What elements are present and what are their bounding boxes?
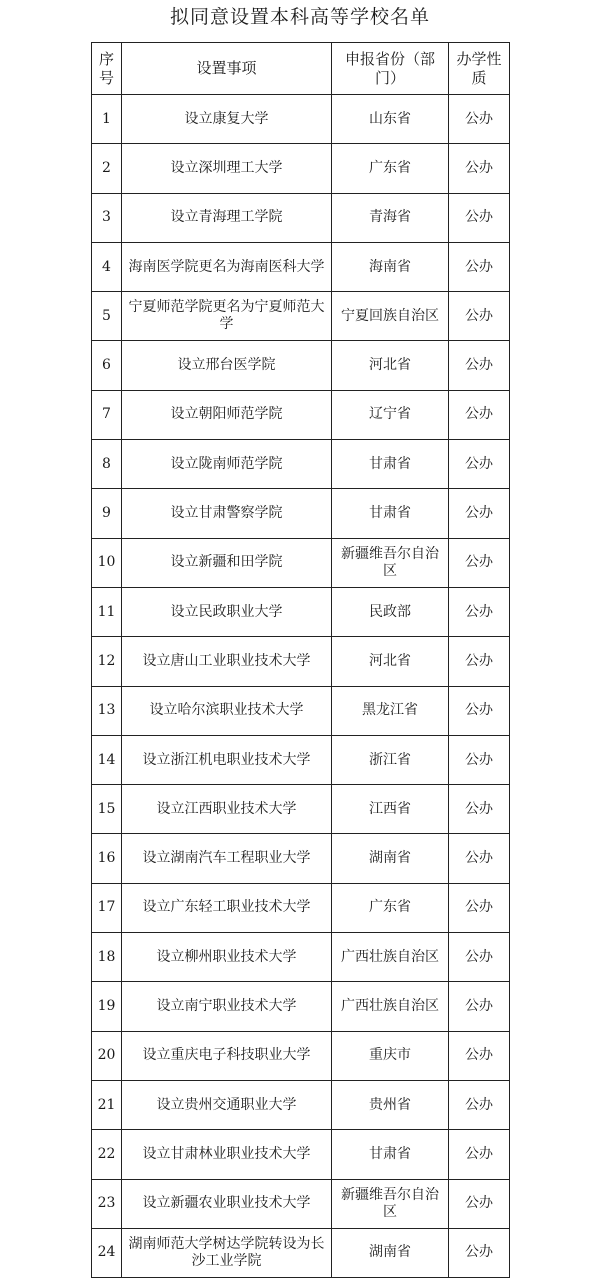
table-row: [92, 440, 510, 489]
row-number: 9: [92, 489, 122, 538]
table-row: [92, 834, 510, 883]
row-number: 4: [92, 242, 122, 291]
row-number: 12: [92, 637, 122, 686]
row-province: 浙江省: [332, 735, 449, 784]
row-type: 公办: [449, 587, 510, 636]
row-number: 15: [92, 785, 122, 834]
row-type: 公办: [449, 489, 510, 538]
row-item: 设立贵州交通职业大学: [122, 1080, 332, 1129]
header-province: 申报省份（部门）: [332, 43, 449, 95]
row-item: 设立江西职业技术大学: [122, 785, 332, 834]
row-item: 湖南师范大学树达学院转设为长沙工业学院: [122, 1228, 332, 1277]
row-number: 14: [92, 735, 122, 784]
row-item: 设立重庆电子科技职业大学: [122, 1031, 332, 1080]
row-number: 23: [92, 1179, 122, 1228]
table-row: [92, 144, 510, 193]
row-number: 16: [92, 834, 122, 883]
row-number: 13: [92, 686, 122, 735]
row-number: 19: [92, 982, 122, 1031]
row-number: 11: [92, 587, 122, 636]
row-type: 公办: [449, 834, 510, 883]
row-province: 甘肃省: [332, 489, 449, 538]
row-item: 宁夏师范学院更名为宁夏师范大学: [122, 292, 332, 341]
table-row: [92, 933, 510, 982]
row-number: 1: [92, 95, 122, 144]
row-item: 设立朝阳师范学院: [122, 390, 332, 439]
row-type: 公办: [449, 193, 510, 242]
row-province: 湖南省: [332, 834, 449, 883]
table-body: [92, 95, 510, 1278]
row-province: 辽宁省: [332, 390, 449, 439]
row-number: 3: [92, 193, 122, 242]
table-row: [92, 390, 510, 439]
row-type: 公办: [449, 1080, 510, 1129]
row-type: 公办: [449, 440, 510, 489]
row-item: 设立深圳理工大学: [122, 144, 332, 193]
row-type: 公办: [449, 144, 510, 193]
row-type: 公办: [449, 242, 510, 291]
row-number: 24: [92, 1228, 122, 1277]
row-item: 设立民政职业大学: [122, 587, 332, 636]
row-item: 设立甘肃林业职业技术大学: [122, 1130, 332, 1179]
row-item: 设立康复大学: [122, 95, 332, 144]
row-province: 河北省: [332, 341, 449, 390]
table-row: [92, 242, 510, 291]
row-number: 18: [92, 933, 122, 982]
table-row: [92, 1179, 510, 1228]
header-no: 序号: [92, 43, 122, 95]
table-row: [92, 735, 510, 784]
row-province: 广东省: [332, 883, 449, 932]
row-type: 公办: [449, 883, 510, 932]
row-item: 设立南宁职业技术大学: [122, 982, 332, 1031]
table-row: [92, 292, 510, 341]
row-item: 设立青海理工学院: [122, 193, 332, 242]
row-province: 宁夏回族自治区: [332, 292, 449, 341]
row-type: 公办: [449, 1031, 510, 1080]
row-number: 17: [92, 883, 122, 932]
table-row: [92, 883, 510, 932]
row-province: 新疆维吾尔自治区: [332, 1179, 449, 1228]
row-number: 2: [92, 144, 122, 193]
school-list-table: [91, 42, 510, 1278]
table-row: [92, 1228, 510, 1277]
row-type: 公办: [449, 390, 510, 439]
row-number: 7: [92, 390, 122, 439]
row-number: 8: [92, 440, 122, 489]
row-number: 21: [92, 1080, 122, 1129]
row-type: 公办: [449, 982, 510, 1031]
row-item: 海南医学院更名为海南医科大学: [122, 242, 332, 291]
row-type: 公办: [449, 1228, 510, 1277]
table-row: [92, 193, 510, 242]
table-row: [92, 341, 510, 390]
row-province: 河北省: [332, 637, 449, 686]
table-row: [92, 982, 510, 1031]
row-item: 设立唐山工业职业技术大学: [122, 637, 332, 686]
row-type: 公办: [449, 1179, 510, 1228]
row-type: 公办: [449, 95, 510, 144]
row-type: 公办: [449, 686, 510, 735]
row-province: 广西壮族自治区: [332, 933, 449, 982]
row-type: 公办: [449, 933, 510, 982]
row-item: 设立甘肃警察学院: [122, 489, 332, 538]
table-row: [92, 538, 510, 587]
row-number: 22: [92, 1130, 122, 1179]
row-province: 青海省: [332, 193, 449, 242]
row-province: 贵州省: [332, 1080, 449, 1129]
row-item: 设立广东轻工职业技术大学: [122, 883, 332, 932]
table-header-row: [92, 43, 510, 95]
header-type: 办学性质: [449, 43, 510, 95]
table-row: [92, 1080, 510, 1129]
row-number: 10: [92, 538, 122, 587]
row-province: 海南省: [332, 242, 449, 291]
row-province: 山东省: [332, 95, 449, 144]
row-province: 甘肃省: [332, 440, 449, 489]
header-item: 设置事项: [122, 43, 332, 95]
row-province: 黑龙江省: [332, 686, 449, 735]
table-row: [92, 785, 510, 834]
table-row: [92, 1031, 510, 1080]
page-title: 拟同意设置本科高等学校名单: [169, 6, 430, 28]
row-type: 公办: [449, 735, 510, 784]
row-type: 公办: [449, 785, 510, 834]
row-type: 公办: [449, 341, 510, 390]
table-row: [92, 587, 510, 636]
row-item: 设立哈尔滨职业技术大学: [122, 686, 332, 735]
table-row: [92, 637, 510, 686]
row-province: 广东省: [332, 144, 449, 193]
row-number: 20: [92, 1031, 122, 1080]
table-row: [92, 686, 510, 735]
row-item: 设立湖南汽车工程职业大学: [122, 834, 332, 883]
table-row: [92, 489, 510, 538]
row-item: 设立陇南师范学院: [122, 440, 332, 489]
row-item: 设立新疆农业职业技术大学: [122, 1179, 332, 1228]
row-item: 设立柳州职业技术大学: [122, 933, 332, 982]
row-province: 湖南省: [332, 1228, 449, 1277]
row-province: 江西省: [332, 785, 449, 834]
row-type: 公办: [449, 538, 510, 587]
row-province: 重庆市: [332, 1031, 449, 1080]
row-type: 公办: [449, 637, 510, 686]
row-province: 甘肃省: [332, 1130, 449, 1179]
row-item: 设立邢台医学院: [122, 341, 332, 390]
row-item: 设立新疆和田学院: [122, 538, 332, 587]
row-province: 新疆维吾尔自治区: [332, 538, 449, 587]
row-number: 6: [92, 341, 122, 390]
row-province: 广西壮族自治区: [332, 982, 449, 1031]
row-item: 设立浙江机电职业技术大学: [122, 735, 332, 784]
row-number: 5: [92, 292, 122, 341]
row-type: 公办: [449, 1130, 510, 1179]
table-row: [92, 1130, 510, 1179]
row-province: 民政部: [332, 587, 449, 636]
row-type: 公办: [449, 292, 510, 341]
table-row: [92, 95, 510, 144]
